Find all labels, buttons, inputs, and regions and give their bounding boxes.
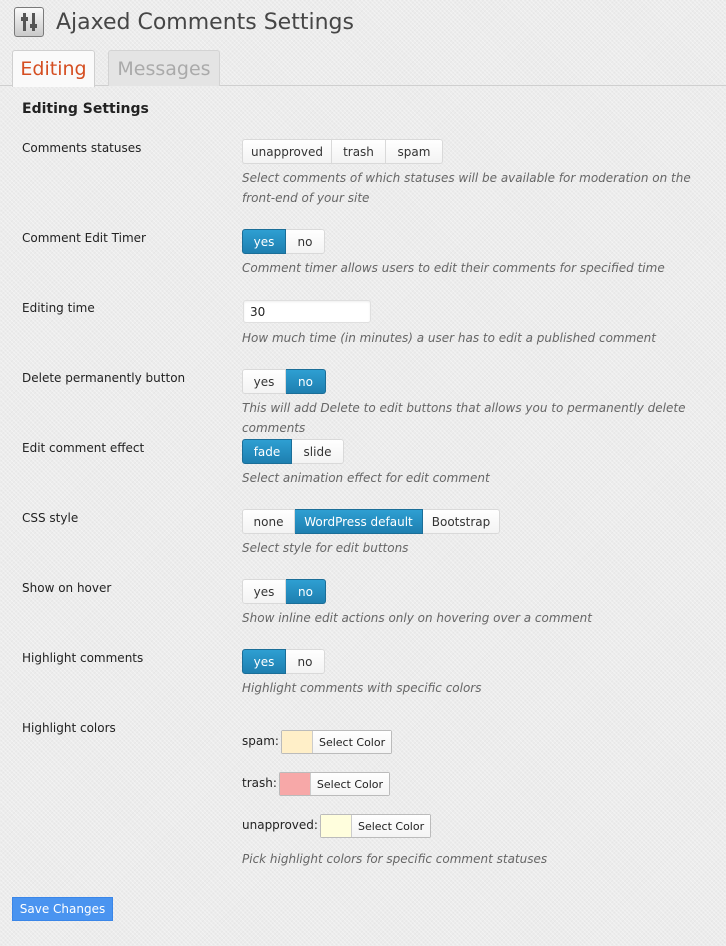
color-swatch-spam [282,731,313,753]
edit-timer-label: Comment Edit Timer [22,231,146,245]
highlight-color-unapproved [242,814,431,832]
css-style-description: Select style for edit buttons [242,541,409,555]
edit-timer-description: Comment timer allows users to edit their comments for specified time [242,261,665,275]
editing-time-input[interactable] [243,300,371,323]
edit-timer-no[interactable]: no [286,229,325,254]
css-style-bootstrap[interactable]: Bootstrap [423,509,500,534]
highlight-color-trash [242,772,390,790]
delete-permanently-label: Delete permanently button [22,371,186,385]
css-style-group [242,509,500,534]
edit-effect-slide[interactable]: slide [292,439,344,464]
page-title: Ajaxed Comments Settings [56,9,354,35]
delete-permanently-toggle [242,369,326,394]
show-on-hover-description: Show inline edit actions only on hovering over a comment [242,611,592,625]
edit-effect-label: Edit comment effect [22,441,145,455]
status-option-unapproved[interactable]: unapproved [242,139,332,164]
color-label-trash: trash: [242,776,277,790]
edit-timer-toggle [242,229,325,254]
color-picker-spam[interactable] [281,730,392,754]
comments-statuses-description: Select comments of which statuses will be available for moderation on the front-end of your site [242,171,691,205]
tab-editing[interactable]: Editing [12,50,95,87]
tab-messages[interactable]: Messages [108,50,220,86]
show-on-hover-no[interactable]: no [286,579,326,604]
delete-permanently-yes[interactable]: yes [242,369,286,394]
highlight-colors-label: Highlight colors [22,721,116,735]
highlight-comments-label: Highlight comments [22,651,144,665]
color-label-spam: spam: [242,734,279,748]
color-swatch-unapproved [321,815,352,837]
edit-effect-description: Select animation effect for edit comment [242,471,490,485]
page-header [14,4,354,40]
delete-permanently-description: This will add Delete to edit buttons that allows you to permanently delete comments [242,401,686,435]
select-color-button-unapproved[interactable]: Select Color [352,815,430,837]
delete-permanently-no[interactable]: no [286,369,326,394]
edit-effect-fade[interactable]: fade [242,439,292,464]
status-option-spam[interactable]: spam [386,139,443,164]
editing-time-description: How much time (in minutes) a user has to edit a published comment [242,331,656,345]
show-on-hover-label: Show on hover [22,581,112,595]
status-option-trash[interactable]: trash [332,139,386,164]
edit-timer-yes[interactable]: yes [242,229,286,254]
css-style-wordpress-default[interactable]: WordPress default [295,509,423,534]
color-label-unapproved: unapproved: [242,818,318,832]
comments-statuses-group [242,139,443,164]
edit-effect-toggle [242,439,344,464]
highlight-color-spam [242,730,392,748]
css-style-label: CSS style [22,511,79,525]
show-on-hover-yes[interactable]: yes [242,579,286,604]
tab-bar [0,48,726,86]
select-color-button-trash[interactable]: Select Color [311,773,389,795]
color-picker-unapproved[interactable] [320,814,431,838]
highlight-comments-description: Highlight comments with specific colors [242,681,482,695]
highlight-comments-yes[interactable]: yes [242,649,286,674]
comments-statuses-label: Comments statuses [22,141,142,155]
highlight-comments-toggle [242,649,325,674]
css-style-none[interactable]: none [242,509,295,534]
sliders-icon [14,7,44,37]
show-on-hover-toggle [242,579,326,604]
section-heading: Editing Settings [22,101,149,117]
select-color-button-spam[interactable]: Select Color [313,731,391,753]
color-swatch-trash [280,773,311,795]
save-changes-button[interactable]: Save Changes [12,897,113,921]
highlight-colors-description: Pick highlight colors for specific comment statuses [242,852,548,866]
color-picker-trash[interactable] [279,772,390,796]
highlight-comments-no[interactable]: no [286,649,325,674]
editing-time-label: Editing time [22,301,95,315]
